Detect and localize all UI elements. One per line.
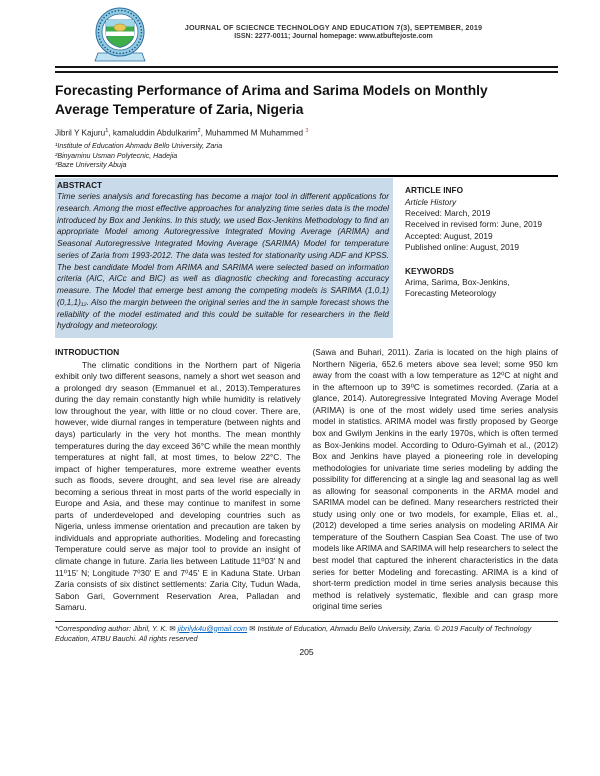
journal-name: JOURNAL OF SCIECNCE TECHNOLOGY AND EDUCATION 7(3), SEPTEMBER, 2019 — [184, 23, 483, 32]
affiliation-3: ³Baze University Abuja — [55, 161, 127, 170]
abstract-heading: ABSTRACT — [57, 181, 103, 191]
envelope-icon: ✉ — [169, 623, 176, 633]
paper-title: Forecasting Performance of Arima and Sarima Models on Monthly Average Temperature of Zaria, Nigeria — [55, 83, 488, 117]
journal-header — [55, 6, 558, 64]
accepted-date: Accepted: August, 2019 — [405, 230, 493, 241]
footer-divider — [55, 621, 558, 622]
corresponding-author-prefix: *Corresponding author: Jibril, Y. K. — [55, 623, 168, 633]
corresponding-author-note — [55, 624, 558, 645]
article-info-heading: ARTICLE INFO — [405, 185, 464, 196]
revised-date: Received in revised form: June, 2019 — [405, 219, 542, 230]
page-number: 205 — [299, 647, 314, 658]
left-column — [55, 347, 301, 614]
received-date: Received: March, 2019 — [405, 207, 491, 218]
title-block-divider — [55, 175, 558, 177]
affiliations — [55, 142, 558, 171]
author-1-superscript: 1 — [105, 128, 109, 134]
article-info-section — [405, 178, 558, 338]
published-date: Published online: August, 2019 — [405, 242, 519, 253]
author-3: , Muhammed M Muhammed — [200, 128, 306, 138]
author-3-superscript: 3 — [305, 128, 309, 134]
body-columns — [55, 347, 558, 614]
university-crest-icon — [93, 6, 149, 71]
affiliation-1: ¹Institute of Education Ahmadu Bello University, Zaria — [55, 141, 223, 150]
journal-issn-homepage: ISSN: 2277-0011; Journal homepage: www.atbuftejoste.com — [234, 33, 433, 40]
journal-masthead — [149, 6, 558, 40]
right-column — [313, 347, 559, 614]
corresponding-author-suffix: Institute of Education, Ahmadu Bello University, Zaria. © 2019 Faculty of Technology Education, ATBU Bauchi. All rights reserved — [55, 623, 532, 643]
abstract-section — [55, 178, 393, 338]
abstract-text: Time series analysis and forecasting has become a major tool in different applications for research. Among the most effective approaches for analyzing time series data is the model introduced by Box and Jenkins. In this study, we used Box-Jenkins Methodology to find an appropriate Model among Autoregressive Integrated Moving Average (ARIMA) and Seasonal Autoregressive Integrated Moving Average (SARIMA) Model for temperature series of Zaria from 1993-2012. The data was tested for stationarity using ADF and KPSS. The best candidate Model from ARIMA and SARIMA were selected based on information criteria (AIC, AICc and BIC) as well as diagnostic checking and forecasting accuracy measure. The Model that emerge best among the competing models is SARIMA (1,0,1)(0,1,1)₁₂. Also the margin between the original series and the in sample forecast shows the reliability of the model estimated and this could be suitable for researchers in the field hydrology and meteorology. — [57, 192, 389, 331]
article-history-label: Article History — [405, 196, 457, 207]
introduction-paragraph-left: The climatic conditions in the Northern part of Nigeria exhibit only two different seasons, namely a short wet season and a prolonged dry season (Emmanuel et al., 2013).Temperatures during the day remain constantly high while humidity is relatively low throughout the year, with little or no cloud cover. There are, however, wide diurnal ranges in temperature (between nights and days) particularly in the very hot months. The mean monthly temperatures during the day exceed 36°C while the mean monthly temperatures at night fall, at most times, to below 22°C. The impact of higher temperatures, more extreme weather events such as floods, severe drought, and sea level rise are already becoming a serious threat in most parts of the world especially in Europe and Asia, and these may continue to manifest in some parts of underdeveloped and developing countries such as Nigeria, unless immense orientation and precaution are taken by individuals and appropriate authorities. Modeling and forecasting Temperature could serve as major tool to provide an insight of climate change in future. Zaria lies between Latitude 11⁰03' N and 11⁰15' N; Longitude 7⁰30' E and 7⁰45' E in Kaduna State. Urban Zaria consists of six distinct settlements: Zaria City, Tudun Wada, Sabon Gari, Government Reservation Area, Palladan and Samaru. — [55, 359, 301, 613]
corresponding-author-email-link[interactable]: jibrilyk4u@gmail.com — [177, 623, 248, 633]
keywords-list: Arima, Sarima, Box-Jenkins, Forecasting Meteorology — [405, 276, 510, 299]
introduction-paragraph-right: (Sawa and Buhari, 2011). Zaria is located on the high plains of Northern Nigeria, 652.6 meters above sea level; some 950 km away from the coast with a low temperature as 12⁰C at night and in the afternoon up to 39⁰C is sometimes recorded. (Zaria at a glance, 2014). Autoregressive Integrated Moving Average Model (ARIMA) is one of the most widely used time series analysis model in statistics. ARIMA model was firstly proposed by George box and Gwilym Jenkins in the early 1970s, which is often termed as Box-Jenkins model. According to Oduro-Gyimah et al., (2012) Box and Jenkins have played a pioneering role in developing methodologies for univariate time series modeling by adding the possibility for differencing at a single lag and seasonal lag as well as allowing for seasonal components in the ARMA model and SARIMA model can be defined. Many researchers restricted their study using only one or two models, for example, Elias et. al., (2012) developed a time series analysis on modeling ARIMA Air temperature of the Southern Caspian Sea Coast. The use of two models like ARIMA and SARIMA will help researchers to select the best model that captured the inherent characteristics in the data series for better Modeling and forecasting. ARIMA is a kind of short-term prediction model in time series analysis because this method is relatively systematic, flexible and can grasp more original time series — [312, 347, 558, 612]
author-1: Jibril Y Kajuru — [55, 128, 106, 138]
keywords-heading: KEYWORDS — [405, 265, 454, 276]
introduction-heading: INTRODUCTION — [55, 347, 120, 358]
author-2: , kamaluddin Abdulkarim — [108, 128, 198, 138]
author-line — [55, 128, 558, 138]
author-2-superscript: 2 — [197, 128, 201, 134]
page-footer — [55, 621, 558, 658]
envelope-icon: ✉ — [249, 623, 256, 633]
affiliation-2: ²Binyaminu Usman Polytecnic, Hadejia — [55, 151, 178, 160]
